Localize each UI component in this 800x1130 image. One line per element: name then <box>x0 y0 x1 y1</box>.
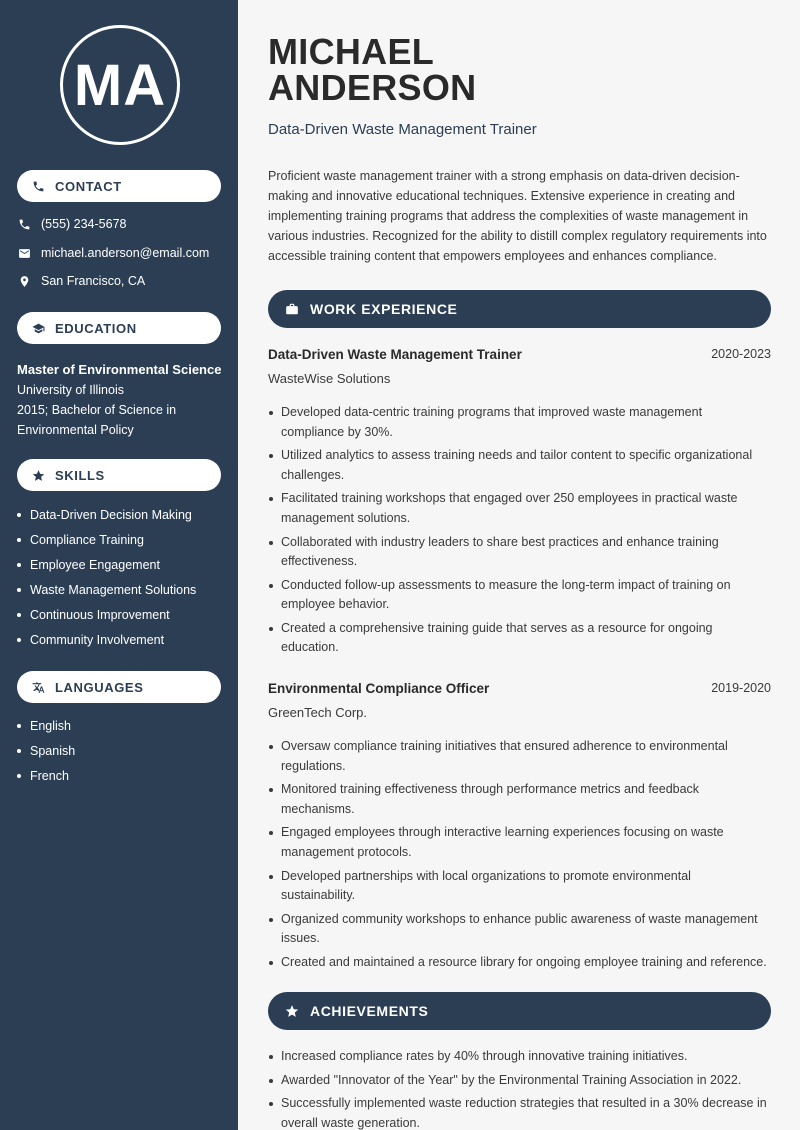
achievements-label: ACHIEVEMENTS <box>310 1003 429 1019</box>
candidate-name <box>268 31 477 108</box>
job-bullets <box>268 737 768 977</box>
skills-heading-label: SKILLS <box>55 467 105 483</box>
education-entry <box>17 360 227 440</box>
job-bullet: Monitored training effectiveness through performance metrics and feedback mechanisms. <box>268 780 768 819</box>
job-title: Environmental Compliance Officer <box>268 681 490 696</box>
job-bullet: Collaborated with industry leaders to share best practices and enhance training effectiveness. <box>268 533 768 572</box>
education-school: University of Illinois <box>17 383 124 397</box>
graduation-cap-icon <box>31 321 45 335</box>
skill-item: Compliance Training <box>17 527 196 552</box>
first-name: MICHAEL <box>268 31 435 72</box>
achievement-item: Successfully implemented waste reduction strategies that resulted in a 30% decrease in overall waste generation. <box>268 1094 768 1130</box>
education-degree: Master of Environmental Science <box>17 362 222 377</box>
achievements-heading <box>268 992 771 1030</box>
last-name: ANDERSON <box>268 67 477 108</box>
phone-icon <box>17 217 31 231</box>
star-icon <box>31 468 45 482</box>
job-company: GreenTech Corp. <box>268 705 367 720</box>
job-bullet: Oversaw compliance training initiatives that ensured adherence to environmental regulations. <box>268 737 768 776</box>
job-bullet: Developed partnerships with local organizations to promote environmental sustainability. <box>268 867 768 906</box>
achievements-list <box>268 1047 768 1130</box>
job-bullet: Conducted follow-up assessments to measure the long-term impact of training on employee behavior. <box>268 576 768 615</box>
skill-item: Data-Driven Decision Making <box>17 502 196 527</box>
skill-item: Continuous Improvement <box>17 602 196 627</box>
contact-phone <box>17 217 126 231</box>
skills-heading <box>17 459 221 491</box>
job-bullet: Created a comprehensive training guide that serves as a resource for ongoing education. <box>268 619 768 658</box>
achievement-item: Awarded "Innovator of the Year" by the Environmental Training Association in 2022. <box>268 1071 768 1091</box>
candidate-title: Data-Driven Waste Management Trainer <box>268 121 537 138</box>
email-icon <box>17 246 31 260</box>
job-bullet: Created and maintained a resource library for ongoing employee training and reference. <box>268 953 768 973</box>
job-dates: 2020-2023 <box>711 347 771 361</box>
location-pin-icon <box>17 274 31 288</box>
email-text: michael.anderson@email.com <box>41 246 210 260</box>
translate-icon <box>31 680 45 694</box>
language-item: Spanish <box>17 738 75 763</box>
contact-email <box>17 246 209 260</box>
job-bullet: Facilitated training workshops that engaged over 250 employees in practical waste management solutions. <box>268 489 768 528</box>
sidebar <box>0 0 238 1130</box>
star-icon <box>284 1003 300 1019</box>
skill-item: Community Involvement <box>17 627 196 652</box>
job-bullet: Developed data-centric training programs that improved waste management compliance by 30%. <box>268 403 768 442</box>
job-bullet: Organized community workshops to enhance public awareness of waste management issues. <box>268 910 768 949</box>
language-item: French <box>17 763 75 788</box>
languages-heading <box>17 671 221 703</box>
briefcase-icon <box>284 301 300 317</box>
achievement-item: Increased compliance rates by 40% through innovative training initiatives. <box>268 1047 768 1067</box>
skill-item: Employee Engagement <box>17 552 196 577</box>
job-bullet: Utilized analytics to assess training needs and tailor content to specific organizational challenges. <box>268 446 768 485</box>
work-experience-label: WORK EXPERIENCE <box>310 301 458 317</box>
work-experience-heading <box>268 290 771 328</box>
contact-heading <box>17 170 221 202</box>
skill-item: Waste Management Solutions <box>17 577 196 602</box>
contact-heading-label: CONTACT <box>55 178 122 194</box>
phone-text: (555) 234-5678 <box>41 217 127 231</box>
job-company: WasteWise Solutions <box>268 371 391 386</box>
avatar-initials: MA <box>60 25 180 145</box>
contact-location <box>17 274 145 288</box>
job-bullets <box>268 403 768 662</box>
language-item: English <box>17 713 75 738</box>
education-heading <box>17 312 221 344</box>
phone-icon <box>31 179 45 193</box>
languages-heading-label: LANGUAGES <box>55 679 144 695</box>
languages-list <box>17 713 75 788</box>
education-heading-label: EDUCATION <box>55 320 137 336</box>
job-dates: 2019-2020 <box>711 681 771 695</box>
job-title: Data-Driven Waste Management Trainer <box>268 347 522 362</box>
education-details: 2015; Bachelor of Science in Environmental Policy <box>17 403 177 437</box>
location-text: San Francisco, CA <box>41 274 146 288</box>
job-bullet: Engaged employees through interactive learning experiences focusing on waste management protocols. <box>268 823 768 862</box>
profile-summary: Proficient waste management trainer with a strong emphasis on data-driven decision-making and innovative educational techniques. Extensive experience in creating and implementing training programs that address the complexities of waste management in various industries. Recognized for the ability to distill complex regulatory requirements into accessible training content that empowers employees and enhances compliance. <box>268 169 767 263</box>
skills-list <box>17 502 196 652</box>
